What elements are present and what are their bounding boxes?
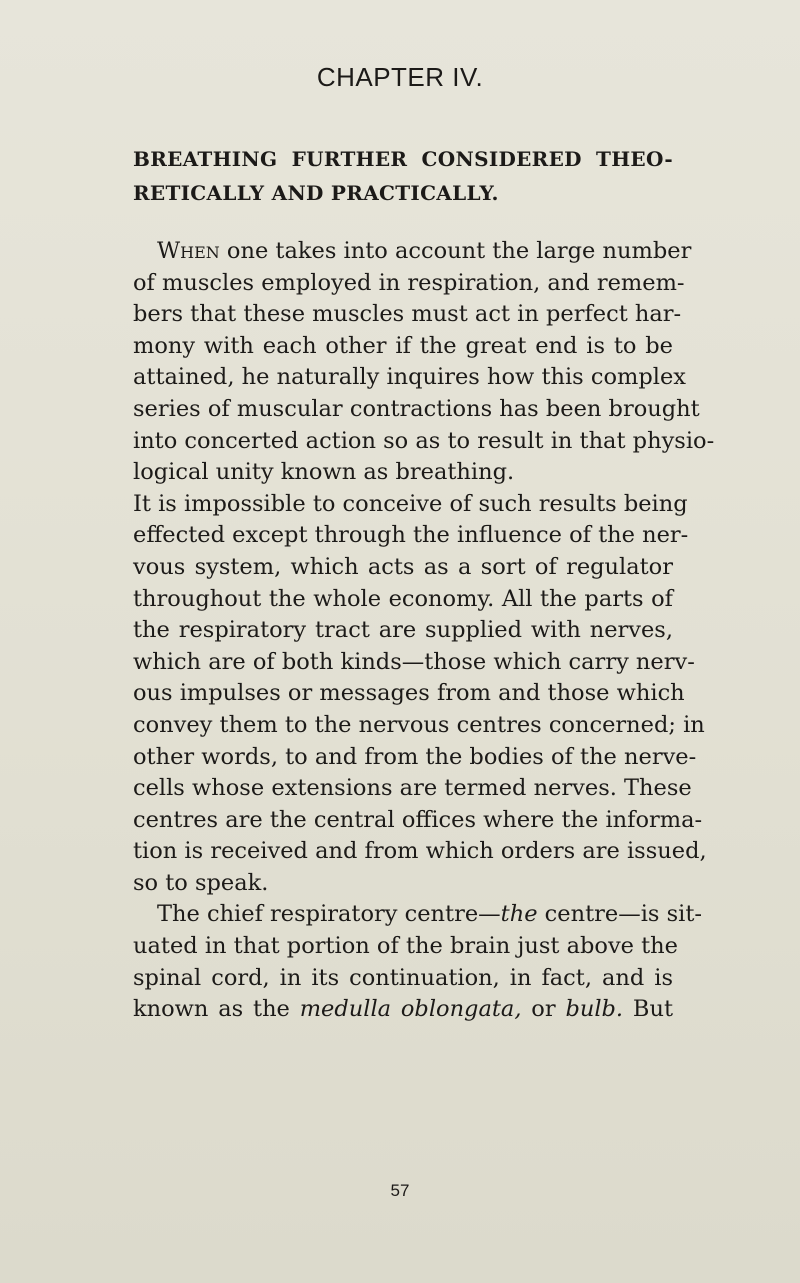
paragraph-2-line-13: so to speak.: [133, 869, 269, 896]
paragraph-3-line-4: known as the medulla oblongata, or bulb. But: [133, 996, 673, 1023]
paragraph-2-line-3: vous system, which acts as a sort of regulator: [133, 553, 673, 580]
paragraph-1-line-6: series of muscular contractions has been brought: [133, 395, 700, 422]
paragraph-2-line-6: which are of both kinds—those which carry nerv-: [133, 648, 695, 675]
section-heading: [133, 142, 673, 210]
paragraph-1-line-7: into concerted action so as to result in that physio-: [133, 427, 715, 454]
body-text: [133, 236, 715, 1026]
chapter-title: CHAPTER IV.: [316, 62, 484, 92]
emphasis-medulla-oblongata: medulla oblongata,: [299, 996, 522, 1023]
page-number: 57: [390, 1181, 410, 1200]
paragraph-2-line-4: throughout the whole economy. All the parts of: [133, 585, 673, 612]
paragraph-2-line-11: centres are the central offices where the informa-: [133, 806, 703, 833]
paragraph-2-line-7: ous impulses or messages from and those which: [133, 680, 685, 707]
paragraph-3-line-2: uated in that portion of the brain just above the: [133, 933, 678, 960]
paragraph-2-line-2: effected except through the influence of the ner-: [133, 522, 689, 549]
paragraph-1-line-4: mony with each other if the great end is to be: [133, 332, 673, 359]
paragraph-2-line-10: cells whose extensions are termed nerves. These: [133, 775, 692, 802]
paragraph-1-line-3: bers that these muscles must act in perfect har-: [133, 301, 682, 328]
lead-word: When: [157, 238, 220, 264]
section-heading-line-1: BREATHING FURTHER CONSIDERED THEO-: [133, 147, 673, 171]
paragraph-1-line-2: of muscles employed in respiration, and remem-: [133, 269, 685, 296]
paragraph-1-line-8: logical unity known as breathing.: [133, 459, 515, 486]
paragraph-3-line-1: The chief respiratory centre—the centre—is sit-: [157, 901, 702, 928]
emphasis-bulb: bulb.: [565, 996, 624, 1023]
paragraph-2-line-8: convey them to the nervous centres concerned; in: [133, 711, 705, 738]
paragraph-2-line-1: It is impossible to conceive of such results being: [133, 490, 688, 517]
section-heading-line-2: RETICALLY AND PRACTICALLY.: [133, 181, 499, 205]
emphasis-the: the: [500, 901, 538, 928]
paragraph-2-line-5: the respiratory tract are supplied with nerves,: [133, 617, 673, 644]
paragraph-2-line-9: other words, to and from the bodies of the nerve-: [133, 743, 697, 770]
paragraph-2-line-12: tion is received and from which orders are issued,: [133, 838, 707, 865]
paragraph-1-line-5: attained, he naturally inquires how this complex: [133, 364, 686, 391]
paragraph-1-line-1: When one takes into account the large number: [157, 238, 692, 264]
paragraph-3-line-3: spinal cord, in its continuation, in fact, and is: [133, 964, 673, 991]
